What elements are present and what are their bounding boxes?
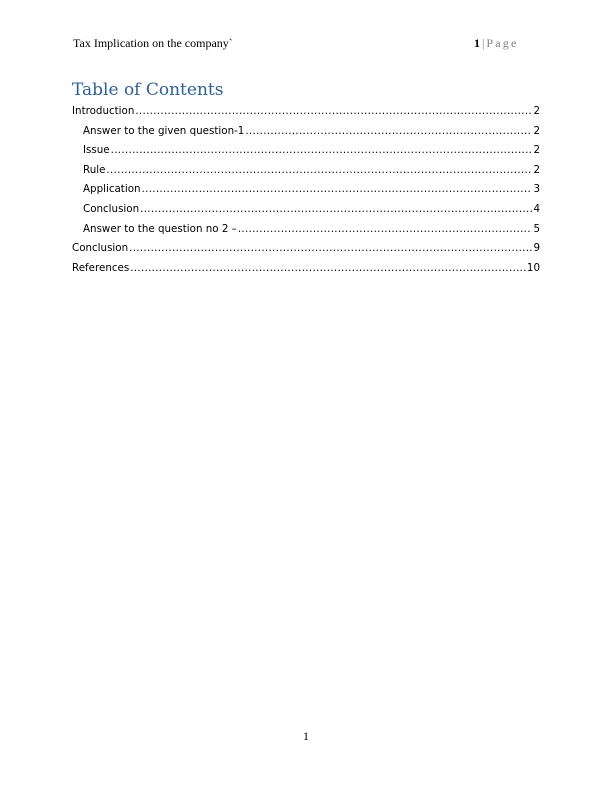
toc-entry-page: 2	[533, 144, 540, 157]
header-separator: |	[482, 36, 485, 50]
toc-leader-dots	[140, 200, 532, 220]
toc-leader-dots	[111, 141, 533, 161]
toc-entry-label: References	[72, 261, 130, 274]
toc-entry-label: Conclusion	[83, 202, 140, 215]
toc-entry-conclusion-sub[interactable]	[72, 200, 540, 220]
toc-entry-conclusion[interactable]	[72, 239, 540, 259]
toc-entry-rule[interactable]	[72, 161, 540, 181]
toc-entry-page: 9	[533, 242, 540, 255]
toc-leader-dots	[135, 102, 532, 122]
toc-entry-page: 3	[533, 183, 540, 196]
toc-entry-issue[interactable]	[72, 141, 540, 161]
header-page-indicator	[474, 36, 519, 51]
toc-entry-application[interactable]	[72, 180, 540, 200]
toc-leader-dots	[238, 220, 533, 240]
toc-entry-label: Conclusion	[72, 242, 129, 255]
toc-entry-page: 2	[533, 163, 540, 176]
toc-leader-dots	[130, 259, 526, 279]
toc-entry-label: Rule	[83, 163, 106, 176]
toc-entry-label: Introduction	[72, 105, 135, 117]
toc-entry-page: 10	[526, 261, 540, 274]
toc-entry-label: Answer to the given question-1	[83, 124, 245, 137]
toc-leader-dots	[245, 122, 532, 142]
header-page-number: 1	[474, 36, 480, 50]
toc-leader-dots	[106, 161, 532, 181]
toc-entry-page: 4	[533, 202, 540, 215]
page-header	[72, 35, 540, 51]
toc-heading: Table of Contents	[72, 80, 224, 100]
toc-entry-answer-question-1[interactable]	[72, 122, 540, 142]
table-of-contents	[72, 102, 540, 278]
header-title: Tax Implication on the company`	[73, 36, 233, 50]
footer-page-number: 1	[303, 729, 309, 743]
toc-entry-page: 5	[533, 222, 540, 235]
toc-leader-dots	[129, 239, 532, 259]
toc-entry-references[interactable]	[72, 259, 540, 279]
toc-entry-page: 2	[533, 105, 540, 117]
toc-entry-label: Application	[83, 183, 141, 196]
header-page-word: Page	[486, 36, 519, 50]
toc-entry-introduction[interactable]	[72, 102, 540, 122]
toc-entry-label: Issue	[83, 144, 110, 157]
toc-leader-dots	[142, 180, 533, 200]
toc-entry-page: 2	[533, 124, 540, 137]
toc-entry-answer-question-2[interactable]	[72, 220, 540, 240]
toc-entry-label: Answer to the question no 2 –	[83, 222, 237, 235]
